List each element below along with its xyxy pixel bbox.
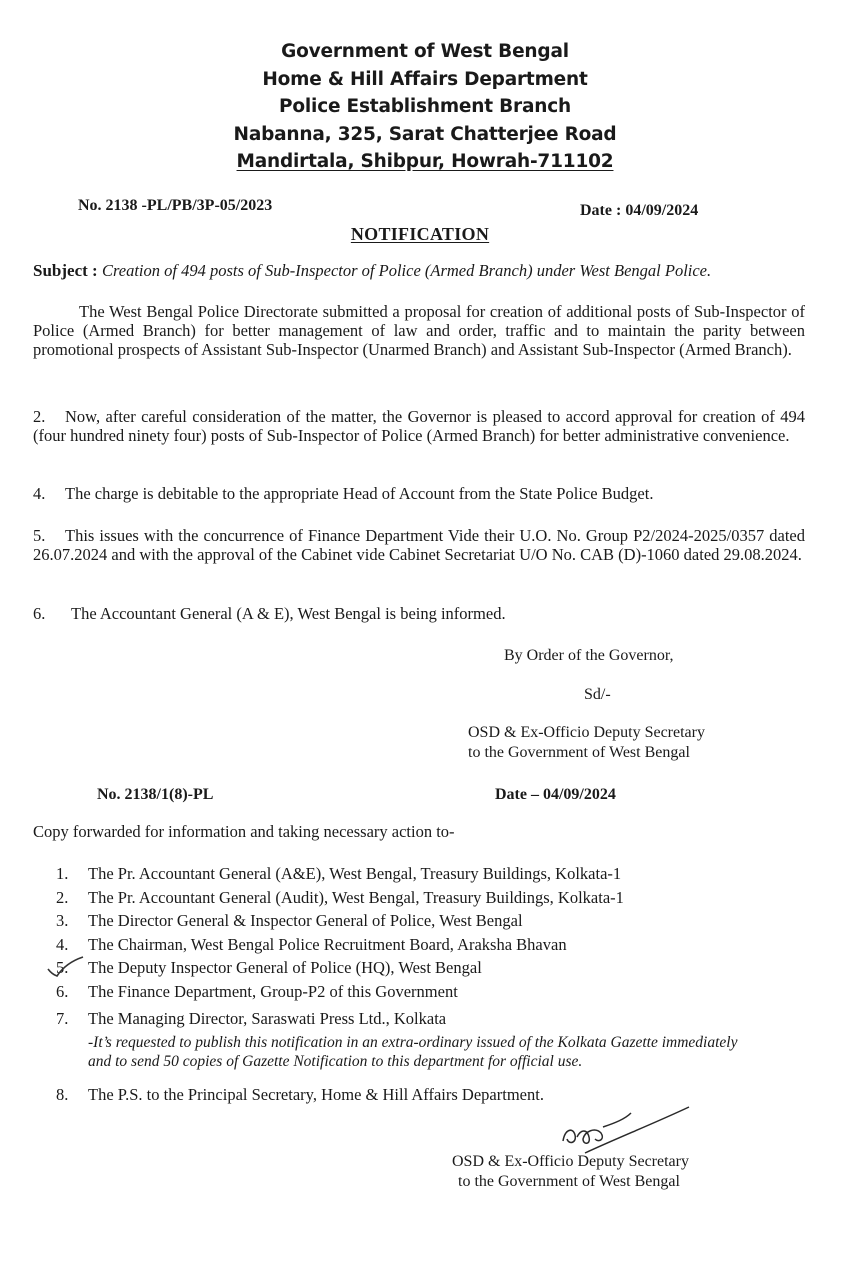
handwritten-tick-mark <box>45 955 85 979</box>
header-government: Government of West Bengal <box>281 41 569 62</box>
list-item: 6. The Finance Department, Group-P2 of this Government <box>56 981 458 1001</box>
paragraph-4 <box>33 484 805 503</box>
paragraph-5-text: This issues with the concurrence of Finance Department Vide their U.O. No. Group P2/2024-2025/0357 dated 26.07.2024 and with the approval of the Cabinet vide Cabinet Secretariat U/O No. CAB (D)-1060 dated 29.08.2024. <box>33 526 805 564</box>
list-item: 5. The Deputy Inspector General of Police (HQ), West Bengal <box>56 958 482 977</box>
paragraph-2 <box>33 407 805 445</box>
signatory-block-2 <box>452 1152 689 1192</box>
header-department: Home & Hill Affairs Department <box>262 68 588 90</box>
list-item: 7. The Managing Director, Saraswati Press Ltd., Kolkata -It’s requested to publish this notification in an extra-ordinary issued of the Kolkata Gazette immediately and to send 50 copies of Gazette Notification to this department for official use. <box>52 1007 752 1071</box>
header-branch: Police Establishment Branch <box>279 96 571 117</box>
paragraph-4-text: The charge is debitable to the appropriate Head of Account from the State Police Budget. <box>65 484 654 503</box>
list-item: 1. The Pr. Accountant General (A&E), West Bengal, Treasury Buildings, Kolkata-1 <box>56 864 622 883</box>
signatory-2-government: to the Government of West Bengal <box>458 1173 680 1190</box>
copy-forwarded-intro: Copy forwarded for information and taking necessary action to- <box>33 822 455 841</box>
list-item: 3. The Director General & Inspector General of Police, West Bengal <box>56 911 523 930</box>
gazette-request-note: -It’s requested to publish this notification in an extra-ordinary issued of the Kolkata Gazette immediately and to send 50 copies of Gazette Notification to this department for official use. <box>88 1033 738 1070</box>
paragraph-5-number: 5. <box>33 526 46 545</box>
paragraph-6-number: 6. <box>33 604 46 623</box>
subject-line <box>33 261 711 281</box>
signatory-block-1 <box>468 723 705 763</box>
notification-title: NOTIFICATION <box>350 224 490 244</box>
memo-reference-number: No. 2138 -PL/PB/3P-05/2023 <box>78 197 273 214</box>
signatory-1-designation: OSD & Ex-Officio Deputy Secretary <box>468 724 705 741</box>
copy-date: Date – 04/09/2024 <box>495 786 616 803</box>
subject-text: Creation of 494 posts of Sub-Inspector of Police (Armed Branch) under West Bengal Police. <box>101 261 712 280</box>
paragraph-6 <box>33 604 805 623</box>
signatory-1-government: to the Government of West Bengal <box>468 744 690 761</box>
list-item: 8. The P.S. to the Principal Secretary, Home & Hill Affairs Department. <box>56 1084 544 1104</box>
paragraph-1: The West Bengal Police Directorate submitted a proposal for creation of additional posts of Sub-Inspector of Police (Armed Branch) for better management of law and order, traffic and to maintain the parity between promotional prospects of Assistant Sub-Inspector (Unarmed Branch) and Assistant Sub-Inspector (Armed Branch). <box>33 302 805 359</box>
header-address-2: Mandirtala, Shibpur, Howrah-711102 <box>236 151 614 172</box>
memo-date: Date : 04/09/2024 <box>580 202 699 219</box>
letterhead <box>0 38 850 176</box>
list-item: 4. The Chairman, West Bengal Police Recruitment Board, Araksha Bhavan <box>56 934 567 954</box>
paragraph-2-number: 2. <box>33 407 46 426</box>
paragraph-5 <box>33 526 805 564</box>
paragraph-2-text: Now, after careful consideration of the matter, the Governor is pleased to accord approval for creation of 494 (four hundred ninety four) posts of Sub-Inspector of Police (Armed Branch) for better administrative convenience. <box>33 407 805 445</box>
paragraph-6-text: The Accountant General (A & E), West Bengal is being informed. <box>71 604 506 623</box>
recipient-list <box>52 862 752 1106</box>
signed-mark: Sd/- <box>584 686 611 703</box>
by-order-line: By Order of the Governor, <box>504 647 674 664</box>
signatory-2-designation: OSD & Ex-Officio Deputy Secretary <box>452 1153 689 1170</box>
list-item: 2. The Pr. Accountant General (Audit), West Bengal, Treasury Buildings, Kolkata-1 <box>56 887 624 907</box>
header-address-1: Nabanna, 325, Sarat Chatterjee Road <box>233 123 617 145</box>
copy-reference-number: No. 2138/1(8)-PL <box>97 786 214 803</box>
paragraph-4-number: 4. <box>33 484 46 503</box>
subject-label: Subject : <box>33 261 98 280</box>
